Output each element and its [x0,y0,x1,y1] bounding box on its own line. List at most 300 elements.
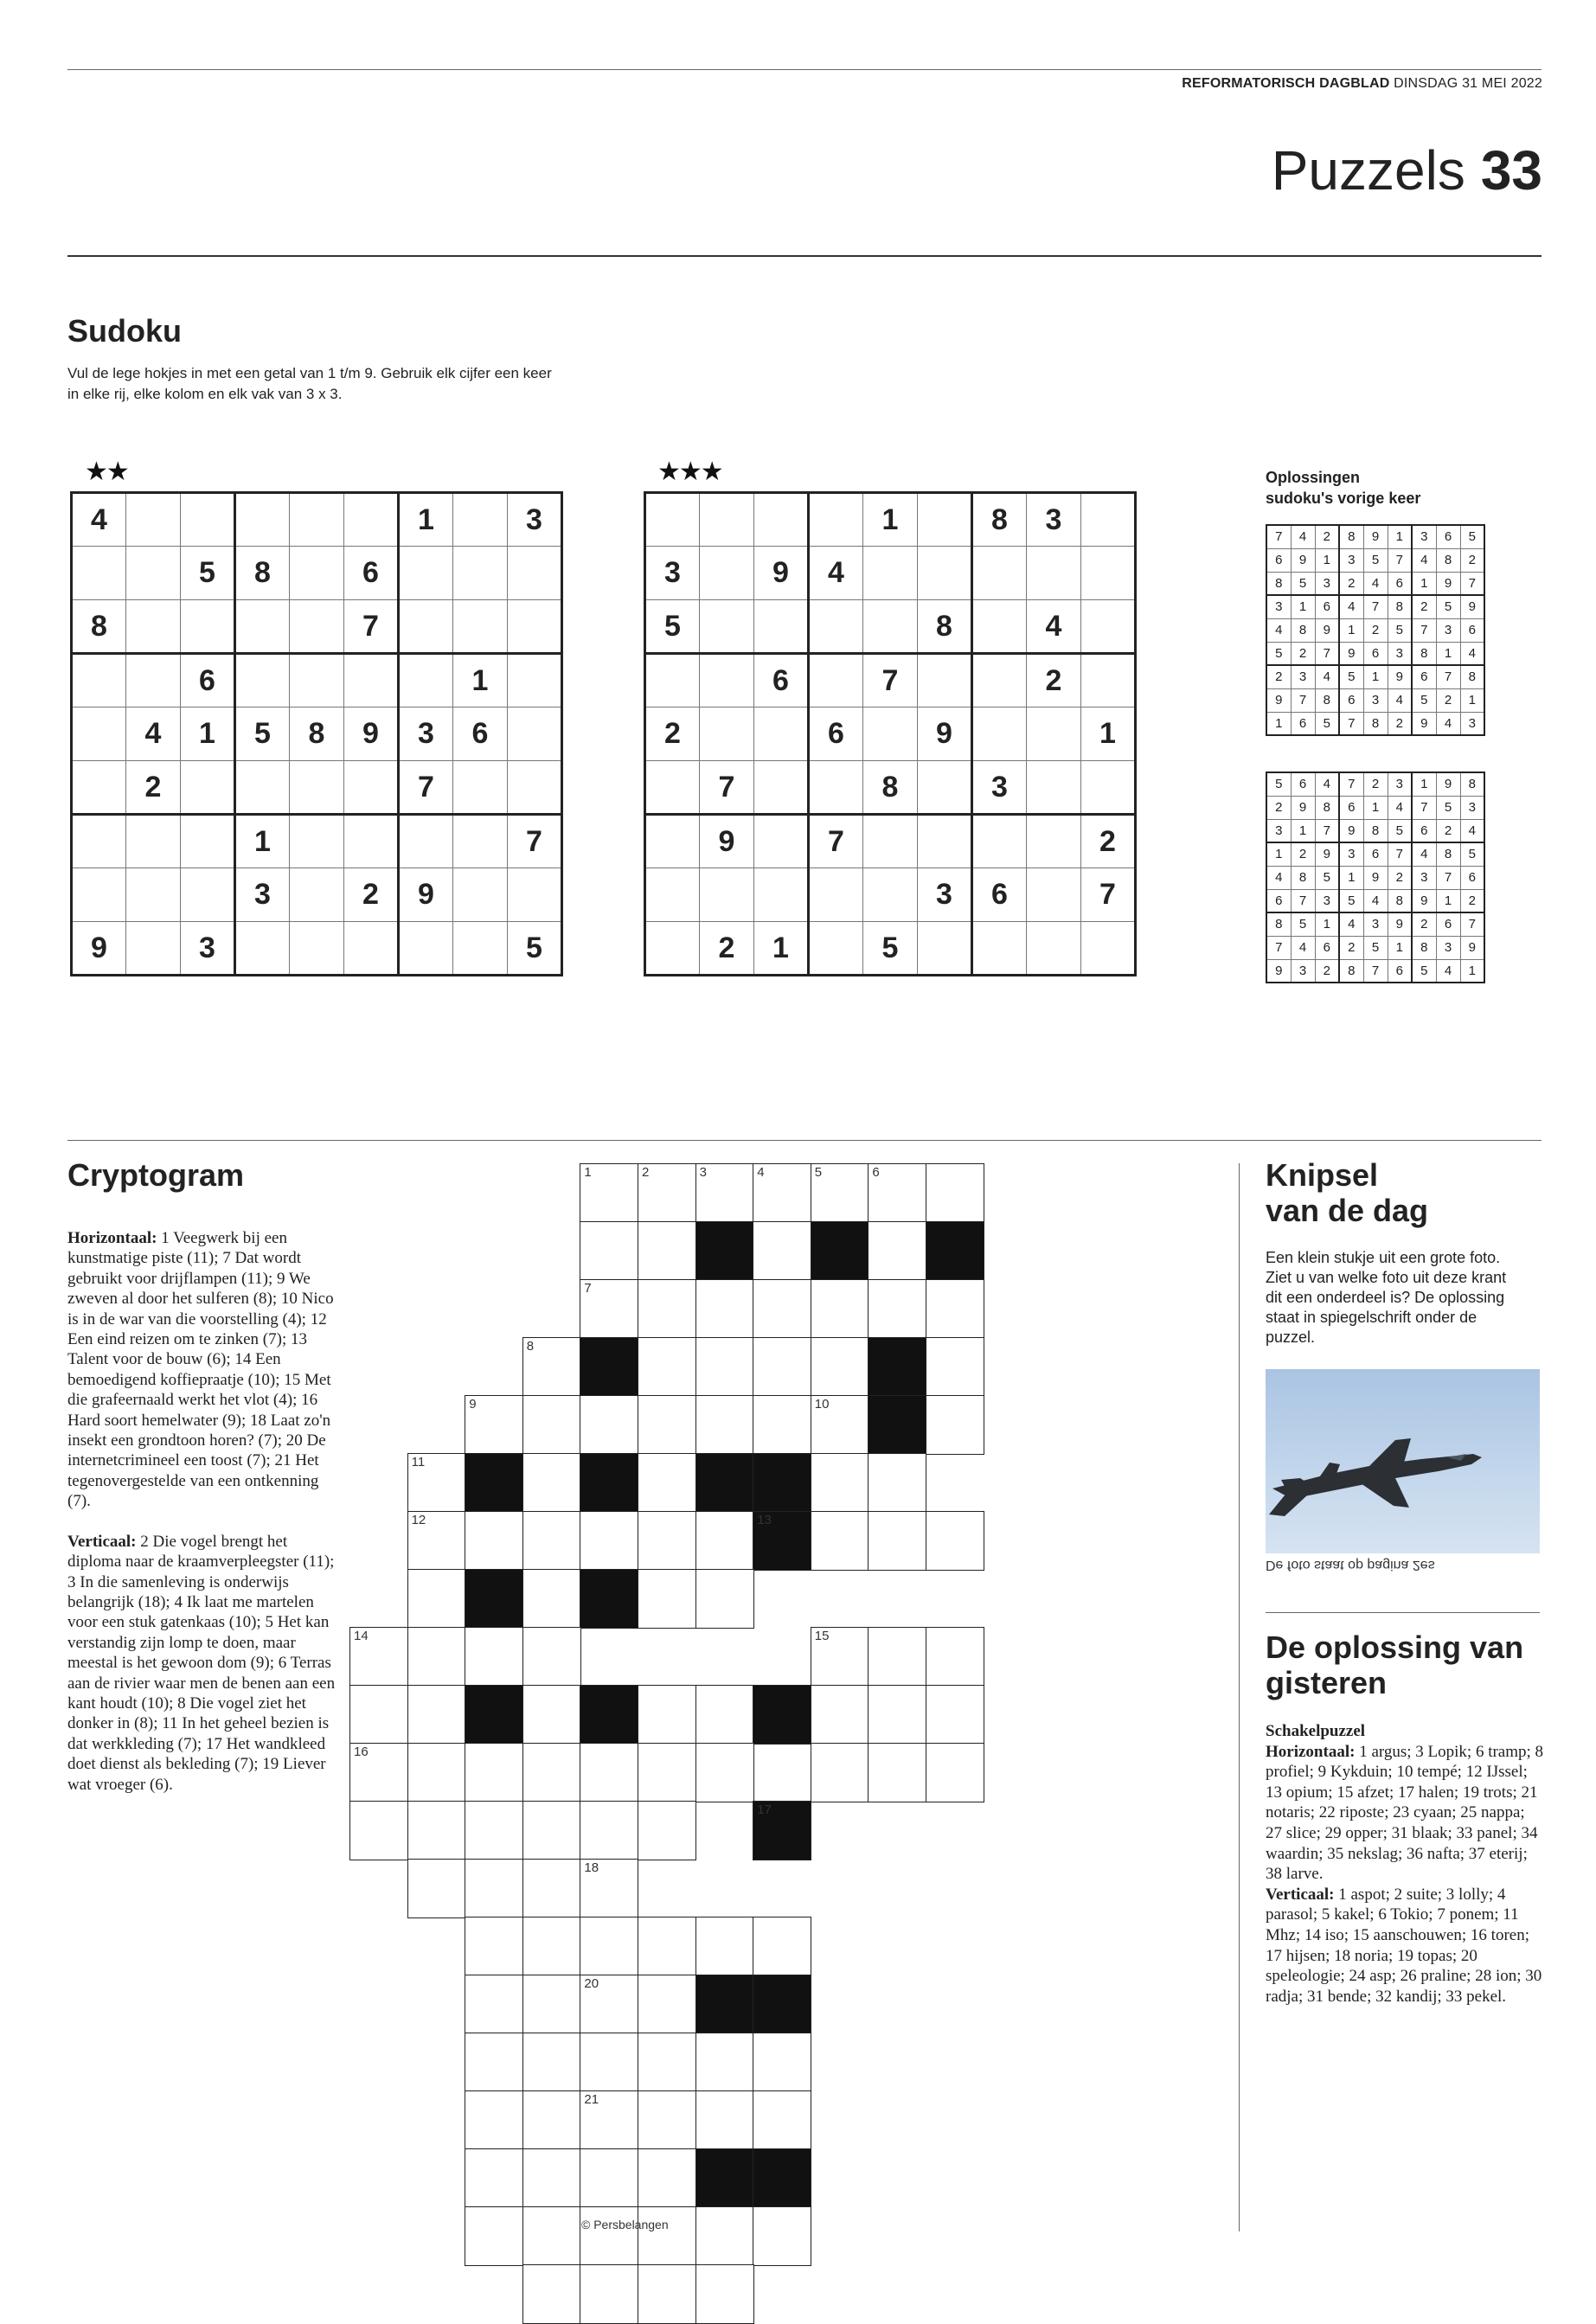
sudoku-cell[interactable] [508,868,562,922]
crossword-cell[interactable] [638,1511,696,1571]
crossword-cell[interactable] [580,2264,638,2324]
sudoku-cell[interactable] [399,922,453,976]
crossword-cell[interactable] [638,1337,696,1397]
sudoku-cell[interactable] [344,761,399,815]
crossword-black-cell [465,1453,523,1513]
sudoku-cell[interactable] [290,493,344,547]
cryptogram-clues [67,1228,344,1795]
sudoku-cell[interactable] [290,654,344,707]
crossword-cell[interactable] [695,1569,754,1629]
sudoku-cell[interactable] [754,493,809,547]
sudoku-cell[interactable] [754,868,809,922]
crossword-cell[interactable] [349,1801,408,1860]
crossword-cell[interactable] [695,2033,754,2092]
crossword-cell[interactable] [868,1627,926,1687]
solution-cell: 5 [1339,889,1363,912]
crossword-cell[interactable] [638,2090,696,2150]
sudoku-cell[interactable] [453,493,508,547]
sudoku-cell[interactable] [863,547,918,600]
crossword-black-cell [580,1569,638,1629]
crossword-cell[interactable] [580,1975,638,2034]
crossword-cell[interactable] [926,1163,984,1223]
crossword-cell[interactable] [695,2206,754,2266]
sudoku-cell: 3 [918,868,972,922]
crossword-cell[interactable] [465,1743,523,1802]
sudoku-cell[interactable] [126,600,181,654]
sudoku-cell[interactable] [645,922,700,976]
sudoku-cell[interactable] [754,600,809,654]
sudoku-cell[interactable] [181,600,235,654]
sudoku-cell[interactable] [344,654,399,707]
sudoku-cell[interactable] [809,654,863,707]
crossword-cell[interactable] [580,2033,638,2092]
sudoku-cell[interactable] [863,815,918,868]
page-number: 33 [1480,139,1542,202]
sudoku-cell[interactable] [809,868,863,922]
crossword-cell[interactable] [695,1337,754,1397]
crossword-cell[interactable] [695,1163,754,1223]
solution-cell: 2 [1266,796,1291,819]
solution-cell: 5 [1266,642,1291,665]
solution-cell: 4 [1363,889,1388,912]
sudoku-cell[interactable] [918,922,972,976]
solution-cell: 1 [1339,866,1363,889]
crossword-cell[interactable] [407,1627,466,1687]
crossword-cell[interactable] [407,1859,466,1918]
sudoku-cell[interactable] [918,654,972,707]
crossword-cell[interactable] [753,1337,811,1397]
crossword-cell[interactable] [753,1221,811,1281]
sudoku-cell[interactable] [508,600,562,654]
crossword-cell[interactable] [753,2033,811,2092]
crossword-cell[interactable] [407,1569,466,1629]
crossword-cell[interactable] [465,2033,523,2092]
sudoku-cell[interactable] [754,761,809,815]
crossword-cell[interactable] [811,1511,869,1571]
sudoku-cell[interactable] [809,493,863,547]
solution-cell: 7 [1412,796,1436,819]
crossword-cell[interactable] [638,2148,696,2208]
sudoku-cell[interactable] [700,654,754,707]
sudoku-cell[interactable] [126,547,181,600]
crossword-cell[interactable] [522,1743,581,1802]
sudoku-cell[interactable] [918,547,972,600]
crossword-cell[interactable] [811,1453,869,1513]
solution-cell-row [1266,866,1484,889]
sudoku-cell[interactable] [1081,654,1136,707]
sudoku-cell[interactable] [645,493,700,547]
crossword-cell[interactable] [522,2148,581,2208]
crossword-cell[interactable] [926,1627,984,1687]
sudoku-cell[interactable] [809,761,863,815]
crossword-cell[interactable] [926,1685,984,1745]
crossword-cell[interactable] [465,1511,523,1571]
sudoku-cell[interactable] [972,815,1027,868]
crossword-cell[interactable] [753,1395,811,1455]
crossword-cell[interactable] [811,1627,869,1687]
crossword-cell[interactable] [753,1279,811,1339]
crossword-cell[interactable] [580,2206,638,2266]
sudoku-cell[interactable] [972,547,1027,600]
crossword-cell[interactable] [695,1917,754,1976]
crossword-cell[interactable] [926,1337,984,1397]
crossword-cell[interactable] [638,1685,696,1745]
sudoku-cell-row [645,707,1136,761]
crossword-cell[interactable] [407,1743,466,1802]
sudoku-cell[interactable] [809,922,863,976]
solution-cell: 8 [1266,912,1291,936]
sudoku-cell[interactable] [1027,547,1081,600]
crossword-cell[interactable] [926,1743,984,1802]
sudoku-cell[interactable] [645,868,700,922]
solution-cell: 6 [1363,842,1388,866]
crossword-cell[interactable] [811,1337,869,1397]
sudoku-cell[interactable] [863,868,918,922]
sudoku-cell[interactable] [453,547,508,600]
sudoku-cell[interactable] [700,707,754,761]
crossword-cell[interactable] [753,2206,811,2266]
sudoku-cell-row [645,493,1136,547]
sudoku-cell: 7 [809,815,863,868]
crossword-cell[interactable] [638,2033,696,2092]
sudoku-cell[interactable] [344,815,399,868]
crossword-cell[interactable] [926,1279,984,1339]
sudoku-cell[interactable] [1081,600,1136,654]
crossword-cell[interactable] [638,1453,696,1513]
solution-cell: 3 [1291,959,1315,983]
sudoku-cell[interactable] [809,600,863,654]
sudoku-cell[interactable] [126,493,181,547]
sudoku-cell[interactable] [508,761,562,815]
sudoku-cell[interactable] [972,922,1027,976]
sudoku-cell-row [72,868,562,922]
crossword-cell[interactable] [522,1453,581,1513]
crossword-cell[interactable] [407,1453,466,1513]
sudoku-cell-row [645,547,1136,600]
crossword-cell[interactable] [580,1859,638,1918]
crossword-cell[interactable] [811,1743,869,1802]
crossword-cell[interactable] [580,1801,638,1860]
crossword-cell[interactable] [522,1627,581,1687]
sudoku-cell: 1 [235,815,290,868]
sudoku-cell[interactable] [508,707,562,761]
sudoku-cell[interactable] [235,654,290,707]
crossword-cell[interactable] [465,1395,523,1455]
crossword-cell[interactable] [695,1511,754,1571]
solution-cell: 1 [1291,595,1315,618]
crossword-cell[interactable] [868,1163,926,1223]
sudoku-cell[interactable] [700,493,754,547]
sudoku-puzzle-1 [70,491,563,976]
crossword-cell[interactable] [638,2264,696,2324]
crossword-cell[interactable] [638,1395,696,1455]
crossword-cell[interactable] [522,2264,581,2324]
crossword-cell[interactable] [522,1685,581,1745]
crossword-cell[interactable] [868,1221,926,1281]
solution-cell-row [1266,842,1484,866]
crossword-cell[interactable] [753,1163,811,1223]
sudoku-cell[interactable] [863,600,918,654]
sudoku-cell[interactable] [235,922,290,976]
sudoku-cell[interactable] [290,922,344,976]
sudoku-cell[interactable] [181,493,235,547]
solution-cell: 9 [1315,842,1339,866]
sudoku-cell[interactable] [72,761,126,815]
crossword-cell[interactable] [407,1511,466,1571]
solution-cell: 9 [1412,889,1436,912]
crossword-cell[interactable] [580,1163,638,1223]
solution-cell: 1 [1460,688,1484,712]
sudoku-cell[interactable] [1027,761,1081,815]
sudoku-cell[interactable] [863,707,918,761]
sudoku-cell[interactable] [645,815,700,868]
sudoku-cell: 8 [72,600,126,654]
solution-cell: 5 [1412,688,1436,712]
solution-cell: 1 [1291,819,1315,842]
sudoku-cell[interactable] [1027,922,1081,976]
crossword-cell[interactable] [522,2090,581,2150]
sudoku-cell[interactable] [344,922,399,976]
crossword-cell[interactable] [349,1685,408,1745]
sudoku-cell[interactable] [700,600,754,654]
sudoku-cell[interactable] [972,600,1027,654]
crossword-cell[interactable] [695,1685,754,1745]
sudoku-cell: 4 [126,707,181,761]
crossword-cell[interactable] [811,1395,869,1455]
solution-cell: 5 [1315,866,1339,889]
knipsel-photo [1266,1369,1540,1553]
sudoku-cell: 1 [863,493,918,547]
sudoku-cell[interactable] [1027,868,1081,922]
sudoku-cell[interactable] [344,493,399,547]
crossword-cell[interactable] [638,1221,696,1281]
solution-cell: 4 [1436,959,1460,983]
crossword-cell[interactable] [580,1395,638,1455]
solution-cell: 1 [1460,959,1484,983]
sudoku-cell[interactable] [1081,761,1136,815]
sudoku-cell[interactable] [508,654,562,707]
crossword-cell[interactable] [695,2264,754,2324]
sudoku-cell[interactable] [235,761,290,815]
crossword-cell[interactable] [580,1279,638,1339]
sudoku-cell: 3 [235,868,290,922]
crossword-black-cell [753,2148,811,2208]
solution-cell: 4 [1266,618,1291,642]
sudoku-cell[interactable] [235,493,290,547]
crossword-cell[interactable] [407,1801,466,1860]
crossword-cell[interactable] [522,1569,581,1629]
crossword-cell[interactable] [580,1917,638,1976]
crossword-cell[interactable] [811,1279,869,1339]
sudoku-cell[interactable] [126,654,181,707]
crossword-cell[interactable] [522,2206,581,2266]
sudoku-cell[interactable] [72,815,126,868]
sudoku-cell[interactable] [972,654,1027,707]
clue-number: 5 [814,1165,823,1180]
sudoku-cell[interactable] [754,815,809,868]
sudoku-cell: 4 [1027,600,1081,654]
crossword-cell[interactable] [868,1685,926,1745]
sudoku-cell[interactable] [235,600,290,654]
sudoku-cell[interactable] [181,761,235,815]
sudoku-cell[interactable] [72,654,126,707]
solution-cell: 1 [1436,642,1460,665]
crossword-cell[interactable] [465,1859,523,1918]
solution-cell: 2 [1339,572,1363,595]
crossword-cell[interactable] [638,1279,696,1339]
crossword-cell[interactable] [465,1627,523,1687]
sudoku-cell[interactable] [1081,493,1136,547]
crossword-cell[interactable] [695,1395,754,1455]
sudoku-cell[interactable] [1081,922,1136,976]
crossword-cell[interactable] [811,1685,869,1745]
crossword-cell[interactable] [695,2090,754,2150]
crossword-cell[interactable] [638,1975,696,2034]
knipsel-title [1266,1157,1428,1228]
sudoku-cell[interactable] [290,815,344,868]
sudoku-cell[interactable] [918,761,972,815]
sudoku-cell: 6 [453,707,508,761]
crossword-cell[interactable] [868,1743,926,1802]
crossword-cell[interactable] [465,1917,523,1976]
sudoku-cell: 6 [809,707,863,761]
solution-cell: 9 [1339,819,1363,842]
sudoku-cell[interactable] [453,815,508,868]
solution-cell: 2 [1436,819,1460,842]
solution-cell: 9 [1388,665,1412,688]
crossword-cell[interactable] [522,1975,581,2034]
sudoku-cell[interactable] [399,547,453,600]
crossword-cell[interactable] [868,1279,926,1339]
solution-cell: 8 [1388,595,1412,618]
crossword-cell[interactable] [580,1743,638,1802]
sudoku-cell[interactable] [645,761,700,815]
crossword-cell[interactable] [580,1511,638,1571]
crossword-cell[interactable] [522,1511,581,1571]
sudoku-cell: 9 [344,707,399,761]
sudoku-cell[interactable] [645,654,700,707]
crossword-cell[interactable] [753,2090,811,2150]
sudoku-cell-row [72,707,562,761]
crossword-cell[interactable] [638,2206,696,2266]
crossword-cell[interactable] [349,1627,408,1687]
solution-cell: 3 [1266,595,1291,618]
sudoku-cell[interactable] [399,600,453,654]
crossword-cell[interactable] [695,1743,754,1802]
crossword-cell[interactable] [753,1917,811,1976]
sudoku-cell[interactable] [1027,707,1081,761]
crossword-cell[interactable] [926,1395,984,1455]
crossword-cell[interactable] [522,2033,581,2092]
sudoku-cell[interactable] [72,868,126,922]
crossword-cell[interactable] [638,1163,696,1223]
crossword-cell[interactable] [407,1685,466,1745]
crossword-cell[interactable] [522,1801,581,1860]
sudoku-cell[interactable] [700,547,754,600]
sudoku-cell[interactable] [181,868,235,922]
crossword-cell[interactable] [465,1975,523,2034]
crossword-cell[interactable] [522,1859,581,1918]
sudoku-cell[interactable] [918,493,972,547]
crossword-cell[interactable] [522,1917,581,1976]
sudoku-cell[interactable] [972,707,1027,761]
crossword-cell[interactable] [695,1279,754,1339]
crossword-cell[interactable] [926,1511,984,1571]
solution-cell: 7 [1388,548,1412,572]
sudoku-cell[interactable] [453,922,508,976]
sudoku-cell[interactable] [399,815,453,868]
crossword-cell[interactable] [638,1917,696,1976]
sudoku-cell-row [72,547,562,600]
sudoku-cell[interactable] [700,868,754,922]
sudoku-cell[interactable] [126,922,181,976]
sudoku-cell: 3 [508,493,562,547]
sudoku-cell[interactable] [126,815,181,868]
clue-number: 1 [584,1165,592,1180]
crossword-cell[interactable] [465,2090,523,2150]
sudoku-cell-row [72,654,562,707]
solution-cell: 5 [1363,936,1388,959]
crossword-black-cell [868,1395,926,1455]
crossword-cell[interactable] [868,1511,926,1571]
sudoku-cell[interactable] [453,761,508,815]
crossword-cell[interactable] [465,1801,523,1860]
sudoku-cell[interactable] [290,547,344,600]
sudoku-cell: 7 [344,600,399,654]
sudoku-cell: 6 [972,868,1027,922]
solution-cell-row [1266,525,1484,548]
sudoku-cell[interactable] [453,600,508,654]
sudoku-cell[interactable] [290,761,344,815]
crossword-cell[interactable] [638,1801,696,1860]
sudoku-cell[interactable] [72,547,126,600]
sudoku-cell[interactable] [126,868,181,922]
crossword-cell[interactable] [638,1743,696,1802]
crossword-cell[interactable] [349,1743,408,1802]
crossword-cell[interactable] [580,2148,638,2208]
sudoku-cell[interactable] [453,868,508,922]
sudoku-cell[interactable] [290,600,344,654]
crossword-cell[interactable] [580,1221,638,1281]
sudoku-cell: 5 [863,922,918,976]
sudoku-cell[interactable] [1081,547,1136,600]
crossword-cell[interactable] [811,1163,869,1223]
crossword-cell[interactable] [522,1337,581,1397]
sudoku-cell[interactable] [1027,815,1081,868]
solution-cell: 6 [1291,712,1315,735]
sudoku-cell: 9 [754,547,809,600]
solution-cell-row [1266,572,1484,595]
sudoku-solution-1 [1266,524,1485,736]
sudoku-cell[interactable] [399,654,453,707]
crossword-cell[interactable] [465,2206,523,2266]
crossword-cell[interactable] [868,1453,926,1513]
sudoku-cell[interactable] [72,707,126,761]
sudoku-cell[interactable] [508,547,562,600]
sudoku-cell[interactable] [918,815,972,868]
sudoku-cell[interactable] [754,707,809,761]
sudoku-cell[interactable] [290,868,344,922]
crossword-cell[interactable] [638,1569,696,1629]
crossword-cell[interactable] [580,2090,638,2150]
solution-cell: 9 [1315,618,1339,642]
solution-cell: 3 [1460,796,1484,819]
crossword-black-cell [580,1685,638,1745]
solution-cell: 8 [1363,712,1388,735]
crossword-cell[interactable] [465,2148,523,2208]
crossword-cell[interactable] [522,1395,581,1455]
sudoku-cell[interactable] [181,815,235,868]
